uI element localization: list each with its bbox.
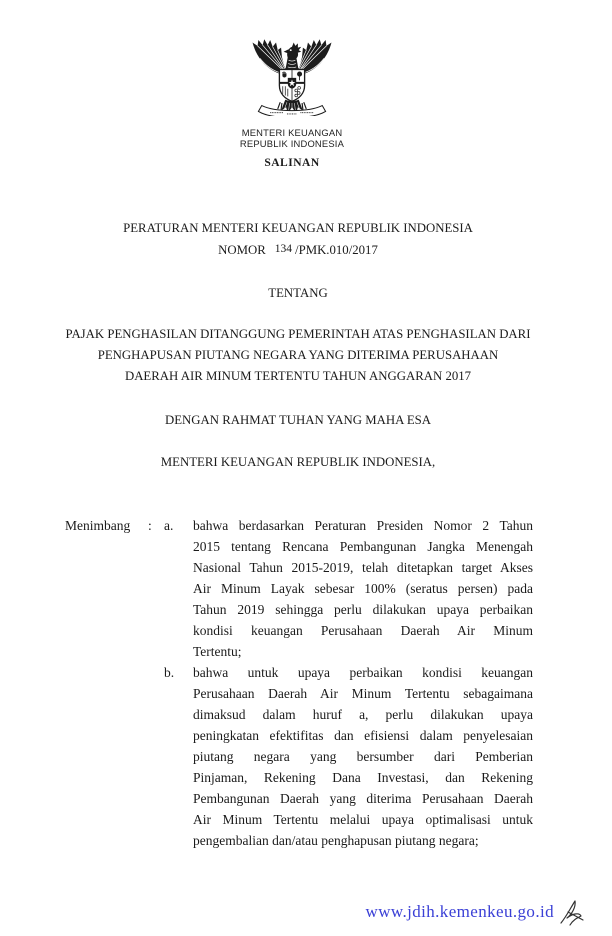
text-line: bahwa berdasarkan Peraturan Presiden Nomor 2 Tahun	[193, 518, 533, 533]
considerations-label: Menimbang	[65, 518, 131, 533]
considerations-section	[0, 515, 612, 851]
text-line: Pembangunan Daerah yang diterima Perusahaan Daerah	[193, 791, 533, 806]
text-line: bahwa untuk upaya perbaikan kondisi keuangan	[193, 665, 533, 680]
subject-line: DAERAH AIR MINUM TERTENTU TAHUN ANGGARAN 2017	[124, 369, 472, 383]
text-line: dimaksud dalam huruf a, perlu dilakukan upaya	[193, 707, 533, 722]
shield	[279, 69, 304, 101]
text-line: kondisi keuangan Perusahaan Daerah Air Minum	[193, 623, 533, 638]
considerations-separator: :	[148, 518, 152, 533]
invocation: DENGAN RAHMAT TUHAN YANG MAHA ESA	[164, 413, 432, 427]
text-line: pengembalian dan/atau penghapusan piutang negara;	[193, 833, 479, 848]
regulation-title: PERATURAN MENTERI KEUANGAN REPUBLIK INDONESIA	[123, 221, 473, 235]
item-marker: b.	[164, 665, 175, 680]
number-label: NOMOR	[218, 243, 266, 257]
institution-line-2: REPUBLIK INDONESIA	[239, 138, 345, 149]
text-line: 2015 tentang Rencana Pembangunan Jangka Menengah	[193, 539, 533, 554]
jdih-website-link[interactable]: www.jdih.kemenkeu.go.id	[365, 902, 554, 921]
regulation-subject	[40, 324, 556, 387]
text-line: Perusahaan Daerah Air Minum Tertentu sebagaimana	[193, 686, 533, 701]
institution-line-1: MENTERI KEUANGAN	[241, 127, 343, 138]
text-line: peningkatan efektifitas dan efisiensi dalam penyelesaian	[193, 728, 533, 743]
number-value: 134	[274, 243, 293, 255]
copy-stamp: SALINAN	[264, 157, 320, 169]
consideration-item-a	[0, 515, 612, 662]
about-label: TENTANG	[268, 286, 328, 300]
item-text	[193, 662, 533, 851]
text-line: Pinjaman, Rekening Dana Investasi, dan Rekening	[193, 770, 533, 785]
text-line: Tahun 2019 sehingga perlu dilakukan upaya perbaikan	[193, 602, 533, 617]
number-suffix: /PMK.010/2017	[295, 243, 378, 257]
text-line: piutang negara yang bersumber dari Pemberian	[193, 749, 533, 764]
regulation-number	[40, 242, 556, 259]
item-marker: a.	[164, 518, 174, 533]
issuer: MENTERI KEUANGAN REPUBLIK INDONESIA,	[160, 455, 436, 469]
garuda-neck	[285, 57, 298, 70]
consideration-item-b	[0, 662, 612, 851]
text-line: Air Minum Layak sebesar 100% (seratus persen) pada	[193, 581, 533, 596]
garuda-head	[284, 43, 302, 60]
subject-line: PAJAK PENGHASILAN DITANGGUNG PEMERINTAH ATAS PENGHASILAN DARI	[65, 327, 531, 341]
item-text	[193, 515, 533, 662]
text-line: Tertentu;	[193, 644, 242, 659]
text-line: Nasional Tahun 2015-2019, telah ditetapkan target Akses	[193, 560, 533, 575]
subject-line: PENGHAPUSAN PIUTANG NEGARA YANG DITERIMA PERUSAHAAN	[97, 348, 499, 362]
paraf-initial-icon	[558, 897, 586, 927]
text-line: Air Minum Tertentu melalui upaya optimalisasi untuk	[193, 812, 533, 827]
garuda-emblem-icon	[250, 38, 334, 116]
